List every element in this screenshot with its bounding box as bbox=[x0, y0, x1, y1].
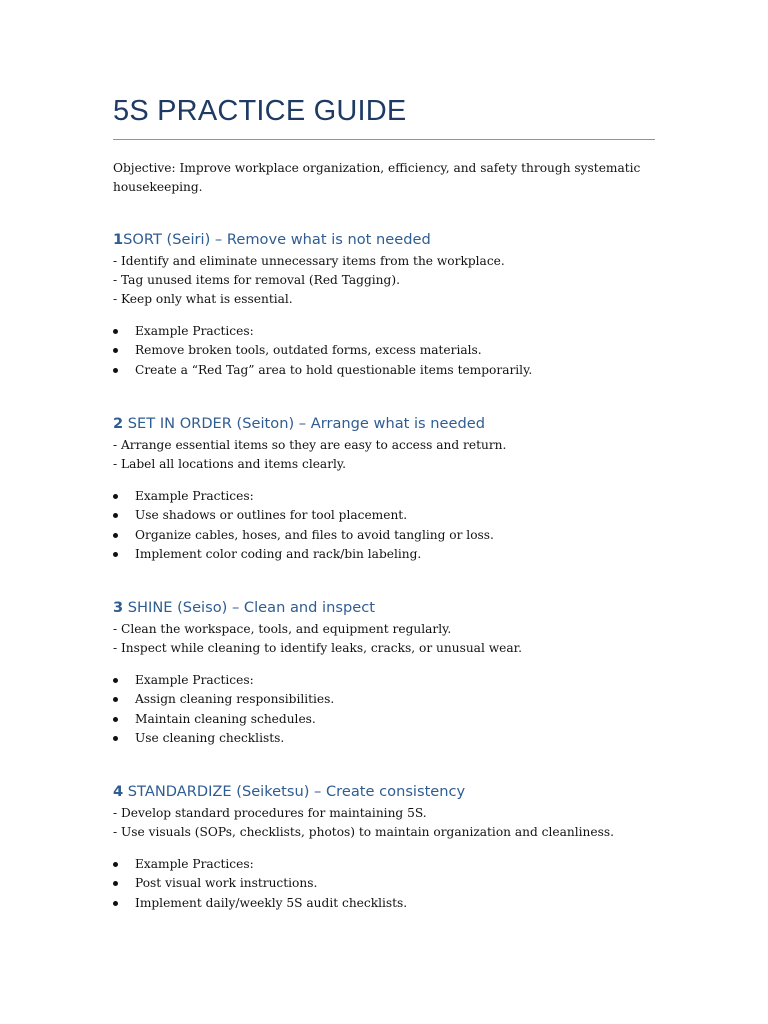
bullet-item bbox=[113, 729, 673, 748]
bullet-item bbox=[113, 545, 673, 564]
bullet-text: Use shadows or outlines for tool placement. bbox=[135, 508, 408, 523]
bullet-list bbox=[113, 322, 673, 380]
bullet-list bbox=[113, 487, 673, 565]
bullet-text: Post visual work instructions. bbox=[135, 876, 318, 891]
section-heading bbox=[113, 597, 673, 619]
bullet-dot-icon bbox=[113, 717, 118, 722]
section-sort bbox=[113, 229, 673, 380]
bullet-dot-icon bbox=[113, 368, 118, 373]
section-shine bbox=[113, 597, 673, 749]
bullet-item bbox=[113, 855, 673, 874]
section-heading bbox=[113, 781, 673, 803]
section-heading-text: SHINE (Seiso) – Clean and inspect bbox=[127, 599, 375, 616]
bullet-dot-icon bbox=[113, 678, 118, 683]
section-number: 4 bbox=[113, 783, 124, 800]
bullet-text: Example Practices: bbox=[135, 673, 254, 687]
section-number: 3 bbox=[113, 599, 124, 616]
bullet-list bbox=[113, 855, 673, 913]
bullet-item bbox=[113, 506, 673, 525]
bullet-dot-icon bbox=[113, 348, 118, 353]
title-divider bbox=[113, 139, 655, 140]
section-line: - Label all locations and items clearly. bbox=[113, 457, 347, 471]
bullet-dot-icon bbox=[113, 494, 118, 499]
document-title: 5S PRACTICE GUIDE bbox=[113, 95, 407, 127]
section-line: - Identify and eliminate unnecessary items from the workplace. bbox=[113, 254, 505, 268]
bullet-text: Organize cables, hoses, and files to avoid tangling or loss. bbox=[135, 527, 494, 542]
section-line: - Keep only what is essential. bbox=[113, 292, 293, 306]
bullet-text: Maintain cleaning schedules. bbox=[135, 711, 316, 726]
bullet-item bbox=[113, 487, 673, 506]
section-heading-text: STANDARDIZE (Seiketsu) – Create consistency bbox=[127, 783, 466, 800]
bullet-dot-icon bbox=[113, 901, 118, 906]
section-set-in-order bbox=[113, 413, 673, 565]
section-line: - Develop standard procedures for maintaining 5S. bbox=[113, 806, 427, 820]
section-number: 2 bbox=[113, 415, 124, 432]
bullet-dot-icon bbox=[113, 881, 118, 886]
section-line: - Clean the workspace, tools, and equipment regularly. bbox=[113, 622, 452, 636]
objective-paragraph: Objective: Improve workplace organization, efficiency, and safety through systematic housekeeping. bbox=[113, 161, 641, 194]
section-heading-text: SET IN ORDER (Seiton) – Arrange what is needed bbox=[127, 415, 486, 432]
bullet-dot-icon bbox=[113, 862, 118, 867]
bullet-dot-icon bbox=[113, 533, 118, 538]
bullet-item bbox=[113, 526, 673, 545]
bullet-list bbox=[113, 671, 673, 749]
section-number: 1 bbox=[113, 231, 124, 248]
bullet-text: Example Practices: bbox=[135, 489, 254, 503]
bullet-text: Remove broken tools, outdated forms, excess materials. bbox=[135, 343, 482, 358]
section-heading bbox=[113, 413, 673, 435]
bullet-item bbox=[113, 671, 673, 690]
bullet-dot-icon bbox=[113, 697, 118, 702]
bullet-item bbox=[113, 341, 673, 360]
section-line: - Inspect while cleaning to identify leaks, cracks, or unusual wear. bbox=[113, 641, 522, 655]
bullet-dot-icon bbox=[113, 552, 118, 557]
bullet-item bbox=[113, 894, 673, 913]
bullet-item bbox=[113, 710, 673, 729]
bullet-dot-icon bbox=[113, 736, 118, 741]
section-line: - Use visuals (SOPs, checklists, photos) to maintain organization and cleanliness. bbox=[113, 825, 614, 839]
section-heading bbox=[113, 229, 673, 251]
bullet-item bbox=[113, 690, 673, 709]
bullet-dot-icon bbox=[113, 513, 118, 518]
bullet-item bbox=[113, 361, 673, 380]
section-standardize bbox=[113, 781, 673, 913]
bullet-text: Assign cleaning responsibilities. bbox=[135, 692, 335, 707]
bullet-text: Example Practices: bbox=[135, 324, 254, 338]
bullet-dot-icon bbox=[113, 329, 118, 334]
bullet-item bbox=[113, 874, 673, 893]
bullet-text: Use cleaning checklists. bbox=[135, 731, 285, 746]
bullet-text: Example Practices: bbox=[135, 857, 254, 871]
bullet-text: Implement color coding and rack/bin labeling. bbox=[135, 547, 422, 562]
bullet-text: Implement daily/weekly 5S audit checklists. bbox=[135, 895, 408, 910]
section-heading-text: SORT (Seiri) – Remove what is not needed bbox=[123, 231, 431, 248]
bullet-text: Create a “Red Tag” area to hold questionable items temporarily. bbox=[135, 362, 533, 377]
bullet-item bbox=[113, 322, 673, 341]
section-line: - Arrange essential items so they are easy to access and return. bbox=[113, 438, 507, 452]
section-line: - Tag unused items for removal (Red Tagging). bbox=[113, 273, 400, 287]
